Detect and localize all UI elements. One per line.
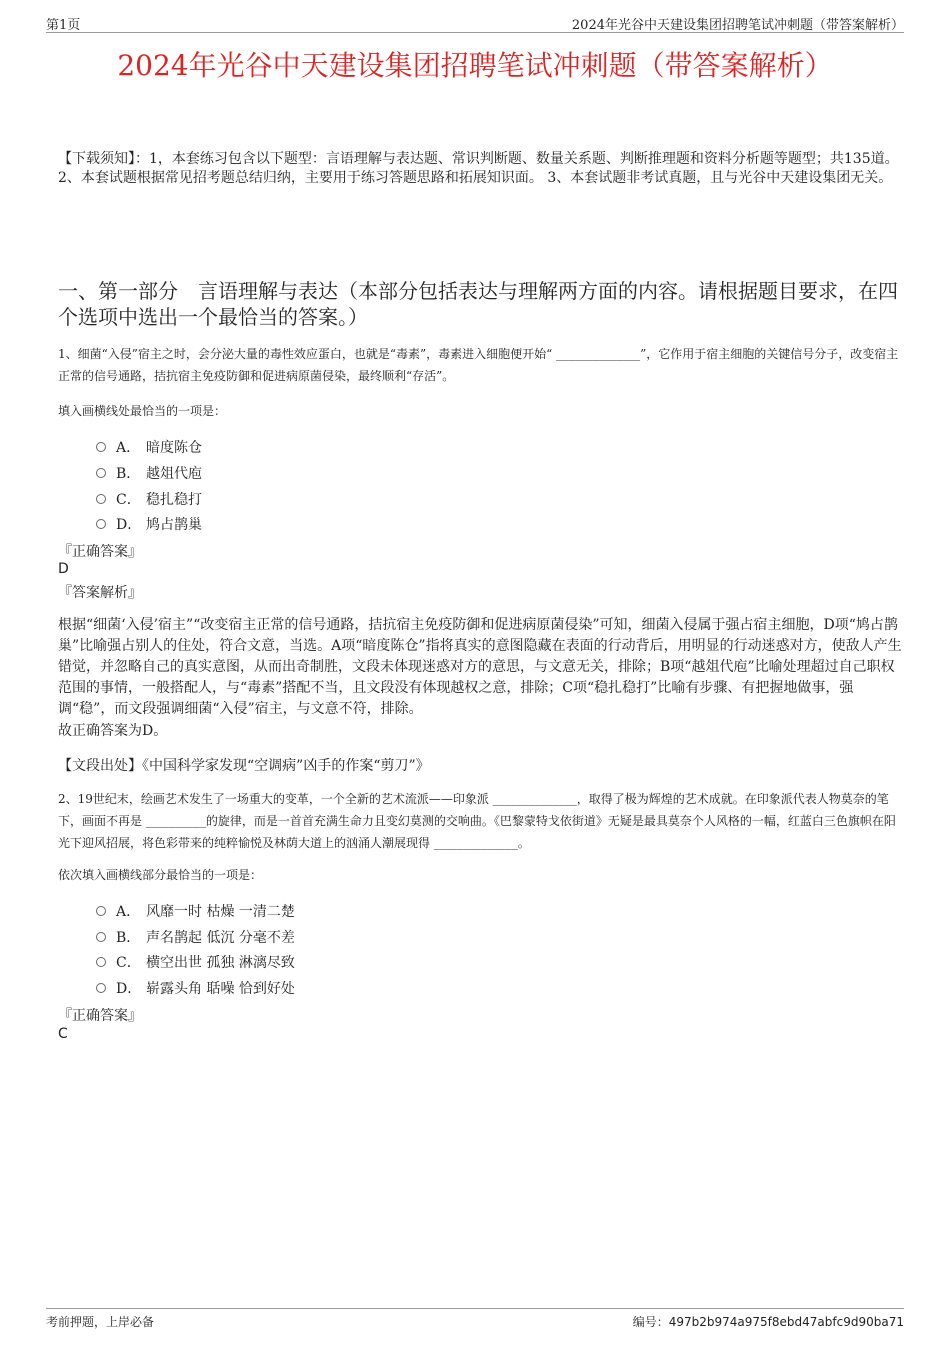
- option-letter: B．: [116, 930, 141, 946]
- question-1-text: 1、细菌“入侵”宿主之时，会分泌大量的毒性效应蛋白，也就是“毒素”，毒素进入细胞便开始“ ______________”，它作用于宿主细胞的关键信号分子，改变宿主正常的信号通路，拮抗宿主免疫防御和促进病原菌侵染，最终顺利“存活”。: [58, 347, 899, 383]
- option-letter: C．: [116, 492, 141, 508]
- q2-option-d[interactable]: [96, 978, 295, 998]
- question-1-prompt: 填入画横线处最恰当的一项是：: [58, 404, 227, 418]
- footer-code: [633, 1313, 904, 1330]
- option-text: 越俎代庖: [146, 466, 202, 482]
- option-text: 横空出世 孤独 淋漓尽致: [146, 955, 295, 971]
- option-letter: A．: [116, 440, 141, 456]
- q1-answer-label: 『正确答案』: [58, 544, 142, 560]
- option-letter: B．: [116, 466, 141, 482]
- q1-source: 【文段出处】《中国科学家发现“空调病”凶手的作案“剪刀”》: [58, 758, 430, 774]
- document-title: 2024年光谷中天建设集团招聘笔试冲刺题（带答案解析）: [117, 49, 833, 82]
- footer-code-value: 497b2b974a975f8ebd47abfc9d90ba71: [668, 1315, 904, 1329]
- option-letter: D．: [116, 981, 142, 997]
- radio-icon[interactable]: [96, 983, 106, 993]
- q2-option-a[interactable]: [96, 901, 295, 921]
- q2-option-c[interactable]: [96, 952, 295, 972]
- radio-icon[interactable]: [96, 906, 106, 916]
- option-text: 暗度陈仓: [146, 440, 202, 456]
- q2-answer-label: 『正确答案』: [58, 1008, 142, 1024]
- header-page-number: 第1页: [46, 18, 81, 33]
- option-text: 崭露头角 聒噪 恰到好处: [146, 981, 295, 997]
- q1-analysis: 根据“细菌‘入侵’宿主”“改变宿主正常的信号通路，拮抗宿主免疫防御和促进病原菌侵染”可知，细菌入侵属于强占宿主细胞，D项“鸠占鹊巢”比喻强占别人的住处，符合文意，当选。A项“暗度陈仓”指将真实的意图隐藏在表面的行动背后，用明显的行动迷惑对方，使敌人产生错觉，并忽略自己的真实意图，从而出奇制胜，文段未体现迷惑对方的意思，与文意无关，排除；B项“越俎代庖”比喻处理超过自己职权范围的事情，一般搭配人，与“毒素”搭配不当，且文段没有体现越权之意，排除；C项“稳扎稳打”比喻有步骤、有把握地做事，强调“稳”，而文段强调细菌“入侵”宿主，与文意不符，排除。: [58, 617, 902, 717]
- radio-icon[interactable]: [96, 494, 106, 504]
- option-text: 鸠占鹊巢: [146, 517, 202, 533]
- radio-icon[interactable]: [96, 932, 106, 942]
- option-letter: A．: [116, 904, 141, 920]
- option-letter: D．: [116, 517, 142, 533]
- radio-icon[interactable]: [96, 519, 106, 529]
- q1-option-d[interactable]: [96, 514, 202, 534]
- option-text: 声名鹊起 低沉 分毫不差: [146, 930, 295, 946]
- radio-icon[interactable]: [96, 468, 106, 478]
- radio-icon[interactable]: [96, 957, 106, 967]
- header-title: 2024年光谷中天建设集团招聘笔试冲刺题（带答案解析）: [571, 18, 904, 33]
- section-heading: 一、第一部分 言语理解与表达（本部分包括表达与理解两方面的内容。请根据题目要求，在四个选项中选出一个最恰当的答案。）: [58, 279, 898, 329]
- footer-slogan: 考前押题，上岸必备: [46, 1315, 155, 1329]
- option-letter: C．: [116, 955, 141, 971]
- footer-divider: [46, 1308, 904, 1309]
- q1-option-b[interactable]: [96, 463, 202, 483]
- q1-answer: D: [58, 561, 69, 577]
- option-text: 风靡一时 枯燥 一清二楚: [146, 904, 295, 920]
- q1-option-c[interactable]: [96, 489, 202, 509]
- footer-code-label: 编号：: [632, 1315, 669, 1329]
- q1-analysis-label: 『答案解析』: [58, 585, 142, 601]
- header-divider: [46, 32, 904, 33]
- radio-icon[interactable]: [96, 442, 106, 452]
- question-2-text: 2、19世纪末，绘画艺术发生了一场重大的变革，一个全新的艺术流派——印象派 ______________，取得了极为辉煌的艺术成就。在印象派代表人物莫奈的笔下，画面不再是 __________的旋律，而是一首首充满生命力且变幻莫测的交响曲。《巴黎蒙特戈依街道》无疑是最具莫奈个人风格的一幅，红蓝白三色旗帜在阳光下迎风招展，将色彩带来的纯粹愉悦及林荫大道上的汹涌人潮展现得 ______________。: [58, 792, 896, 850]
- option-text: 稳扎稳打: [146, 492, 202, 508]
- q1-conclusion: 故正确答案为D。: [58, 723, 168, 739]
- q2-option-b[interactable]: [96, 927, 295, 947]
- q1-option-a[interactable]: [96, 437, 202, 457]
- download-notice: 【下载须知】：1，本套练习包含以下题型：言语理解与表达题、常识判断题、数量关系题、判断推理题和资料分析题等题型；共135道。 2、本套试题根据常见招考题总结归纳，主要用于练习答题思路和拓展知识面。 3、本套试题非考试真题，且与光谷中天建设集团无关。: [58, 151, 899, 186]
- q2-answer: C: [58, 1026, 68, 1042]
- question-2-prompt: 依次填入画横线部分最恰当的一项是：: [58, 868, 263, 882]
